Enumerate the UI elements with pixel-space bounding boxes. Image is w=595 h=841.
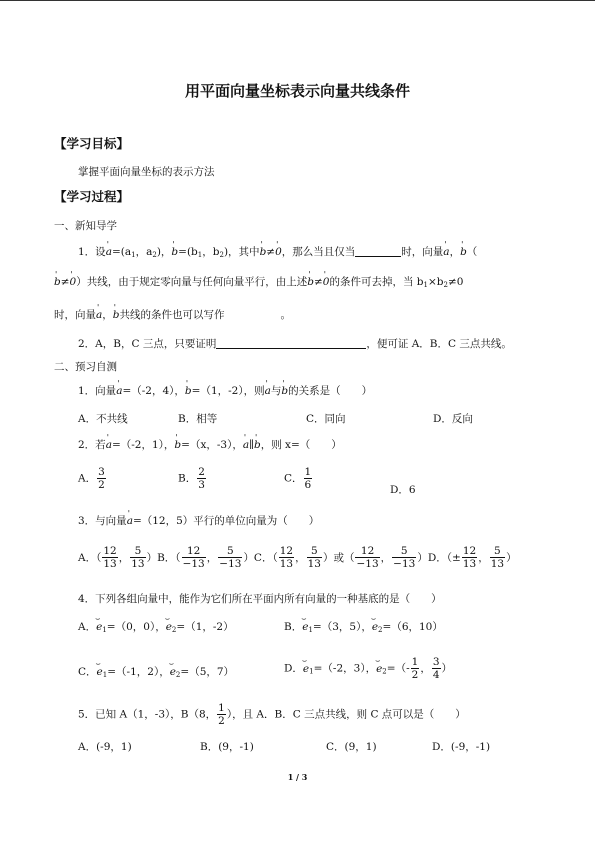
- q2-option-c[interactable]: C． $\frac{1}{6}$: [284, 466, 312, 491]
- q3-stem: 3．与向量' a=（12，5）平行的单位向量为（ ）: [78, 515, 319, 528]
- p2-line: 2．A，B，C 三点，只要证明 ，便可证 A．B．C 三点共线。: [78, 338, 512, 350]
- q3-option-a[interactable]: A．（ $\frac{12}{13}$ ， $\frac{5}{13}$: [78, 545, 145, 570]
- part1-heading: 一、新知导学: [54, 220, 117, 232]
- q5-option-c[interactable]: C．(9，1): [326, 741, 377, 753]
- q5-option-a[interactable]: A．(-9，1): [78, 741, 132, 753]
- q3-option-b[interactable]: ）B．（ $\frac{12}{-13}$ ， $\frac{5}{-13}$: [146, 545, 242, 570]
- top-border: [0, 0, 595, 1]
- q3-options: [78, 545, 517, 570]
- q2-option-a[interactable]: A． $\frac{3}{2}$: [78, 466, 105, 491]
- page-title: 用平面向量坐标表示向量共线条件: [184, 82, 410, 100]
- section-goal: 【学习目标】: [54, 136, 130, 151]
- q1-option-b[interactable]: B．相等: [178, 413, 218, 425]
- p1-line2: ' b≠' 0）共线，由于规定零向量与任何向量平行，由上述' b≠' 0的条件可去掉，当 $b_1\times b_2\ne 0$: [54, 276, 463, 292]
- p1-line1: 1．设' $a=(a_1$，$a_2$)，' $b=(b_1$，$b_2$)，其中' b≠' 0，那么当且仅当 时，向量' a，' b（: [78, 245, 477, 262]
- goal-text: 掌握平面向量坐标的表示方法: [78, 166, 215, 178]
- q1-option-c[interactable]: C．同向: [306, 413, 346, 425]
- q5-option-d[interactable]: D．(-9，-1): [432, 741, 491, 753]
- section-process: 【学习过程】: [54, 189, 130, 204]
- q1-option-d[interactable]: D．反向: [433, 413, 473, 425]
- q5-option-b[interactable]: B．(9，-1): [200, 741, 254, 753]
- q4-option-a[interactable]: A．⌣ $e_1=(0$，0），⌣ $e_2=(1$，-2）: [78, 621, 234, 637]
- q1-option-a[interactable]: A．不共线: [78, 413, 128, 425]
- q1-stem: 1．向量' a=（-2，4），' b=（1，-2），则' a与' b的关系是（ ）: [78, 385, 372, 398]
- q4-stem: 4．下列各组向量中，能作为它们所在平面内所有向量的一种基底的是（ ）: [78, 593, 442, 605]
- blank-2[interactable]: [216, 337, 366, 349]
- q3-option-d[interactable]: ）D．（± $\frac{12}{13}$ ， $\frac{5}{13}$ ）: [417, 545, 517, 570]
- q3-option-c[interactable]: ）C．（ $\frac{12}{13}$ ， $\frac{5}{13}$ ）或（ $\frac{12}{-13}$ ， $\frac{5}{-13}$: [243, 545, 416, 570]
- part2-heading: 二、预习自测: [54, 361, 117, 373]
- q4-option-b[interactable]: B．⌣ $e_1=(3$，5），⌣ $e_2=(6$，10）: [284, 621, 443, 637]
- q4-option-c[interactable]: C．⌣ $e_1=(-1$，2），⌣ $e_2=(5$，7）: [78, 666, 234, 682]
- page-number: 1 / 3: [287, 772, 308, 782]
- p1-line3: 时，向量' a，' b共线的条件也可以写作 。: [54, 309, 291, 322]
- q2-option-b[interactable]: B． $\frac{2}{3}$: [178, 466, 205, 491]
- q2-stem: 2．若' a=（-2，1），' b=（x，-3），' a∥' b，则 x=（ ）: [78, 439, 342, 452]
- q5-stem: 5．已知 A（1，-3），B（8， $\frac{1}{2}$ ），且 A．B．C 三点共线，则 C 点可以是（ ）: [78, 702, 466, 727]
- q4-option-d[interactable]: D．⌣ $e_1=(-2$，3），⌣ $e_2=(-$ $\frac{1}{2}$ ， $\frac{3}{4}$ ）: [284, 656, 452, 681]
- blank-1[interactable]: [355, 245, 401, 257]
- q2-option-d[interactable]: D．6: [390, 484, 416, 496]
